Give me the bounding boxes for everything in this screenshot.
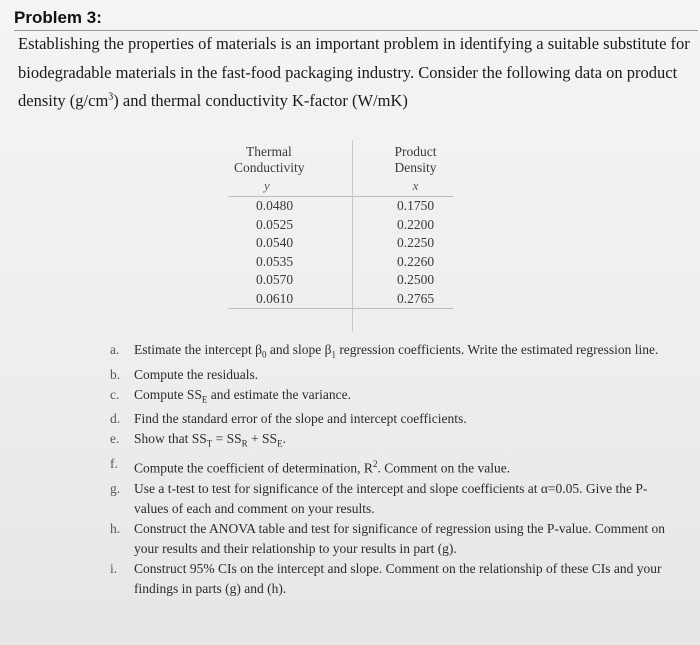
cell-y: 0.0535	[256, 253, 294, 269]
col1-header	[228, 140, 378, 179]
question-list	[110, 340, 680, 599]
col2-header-line1: Product	[394, 144, 437, 159]
question-item-b: b. Compute the residuals.	[110, 365, 680, 385]
question-item-a: a. Estimate the intercept $\beta_0$ and slope $\beta_1$ regression coefficients. Write the estimated regression line.	[110, 342, 659, 360]
cell-y: 0.0610	[256, 290, 294, 306]
col2-variable: x	[412, 178, 419, 193]
col1-variable: y	[264, 178, 270, 193]
table-row	[228, 290, 453, 309]
item-label: g.	[110, 480, 121, 496]
question-item-i: i. Construct 95% CIs on the intercept and slope. Comment on the relationship of these CIs and your findings in parts (g) and (h).	[110, 560, 662, 596]
table-row	[228, 216, 453, 235]
item-label: d.	[110, 411, 121, 427]
problem-title: Problem 3:	[14, 8, 102, 27]
cell-y: 0.0540	[256, 235, 294, 250]
question-item-e: e. Show that $SS_T = SS_R + SS_E$.	[110, 431, 286, 450]
item-label: b.	[110, 366, 121, 382]
col2-header-line2: Density	[394, 160, 437, 175]
cell-x: 0.2765	[396, 290, 435, 306]
item-label: h.	[110, 520, 121, 536]
col2-header	[378, 140, 453, 179]
intro-text-1: Establishing the properties of materials is an important problem in identifying a suitable substitute for biodegradable materials in the fast-food packaging industry. Consider the following data on product density (g/cm	[18, 34, 690, 110]
item-label: a.	[110, 342, 120, 357]
cell-y: 0.0525	[256, 216, 294, 232]
item-label: c.	[110, 386, 120, 402]
cell-y: 0.0480	[256, 198, 294, 213]
col1-header-line2: Conductivity	[234, 160, 305, 175]
table-row	[228, 253, 453, 272]
table-row	[228, 197, 453, 216]
question-item-d: d. Find the standard error of the slope and intercept coefficients.	[110, 409, 680, 429]
item-label: e.	[110, 431, 120, 447]
table-row	[228, 271, 453, 290]
cell-x: 0.2250	[396, 235, 435, 250]
data-table	[228, 140, 453, 309]
item-label: i.	[110, 560, 118, 576]
question-item-g: g. Use a t-test to test for significance of the intercept and slope coefficients at α=0.05. Give the P-values of each and comment on your results.	[110, 480, 648, 516]
item-label: f.	[110, 456, 118, 472]
cell-x: 0.2260	[396, 253, 435, 269]
question-item-c: c. Compute $SS_E$ and estimate the variance.	[110, 386, 351, 405]
table-row	[228, 234, 453, 253]
question-item-h: h. Construct the ANOVA table and test for significance of regression using the P-value. Comment on your results and their relationship to your results in part (g).	[110, 520, 666, 556]
cell-x: 0.1750	[396, 198, 435, 213]
question-item-f: f. Compute the coefficient of determination, $R^2$. Comment on the value.	[110, 456, 511, 476]
problem-intro	[18, 30, 690, 116]
cell-x: 0.2200	[396, 216, 435, 232]
col1-header-line1: Thermal	[246, 144, 292, 159]
intro-text-2: ) and thermal conductivity K-factor (W/mK)	[113, 91, 408, 110]
intro-superscript: 3	[108, 91, 114, 103]
cell-x: 0.2500	[396, 272, 435, 287]
cell-y: 0.0570	[256, 272, 294, 287]
